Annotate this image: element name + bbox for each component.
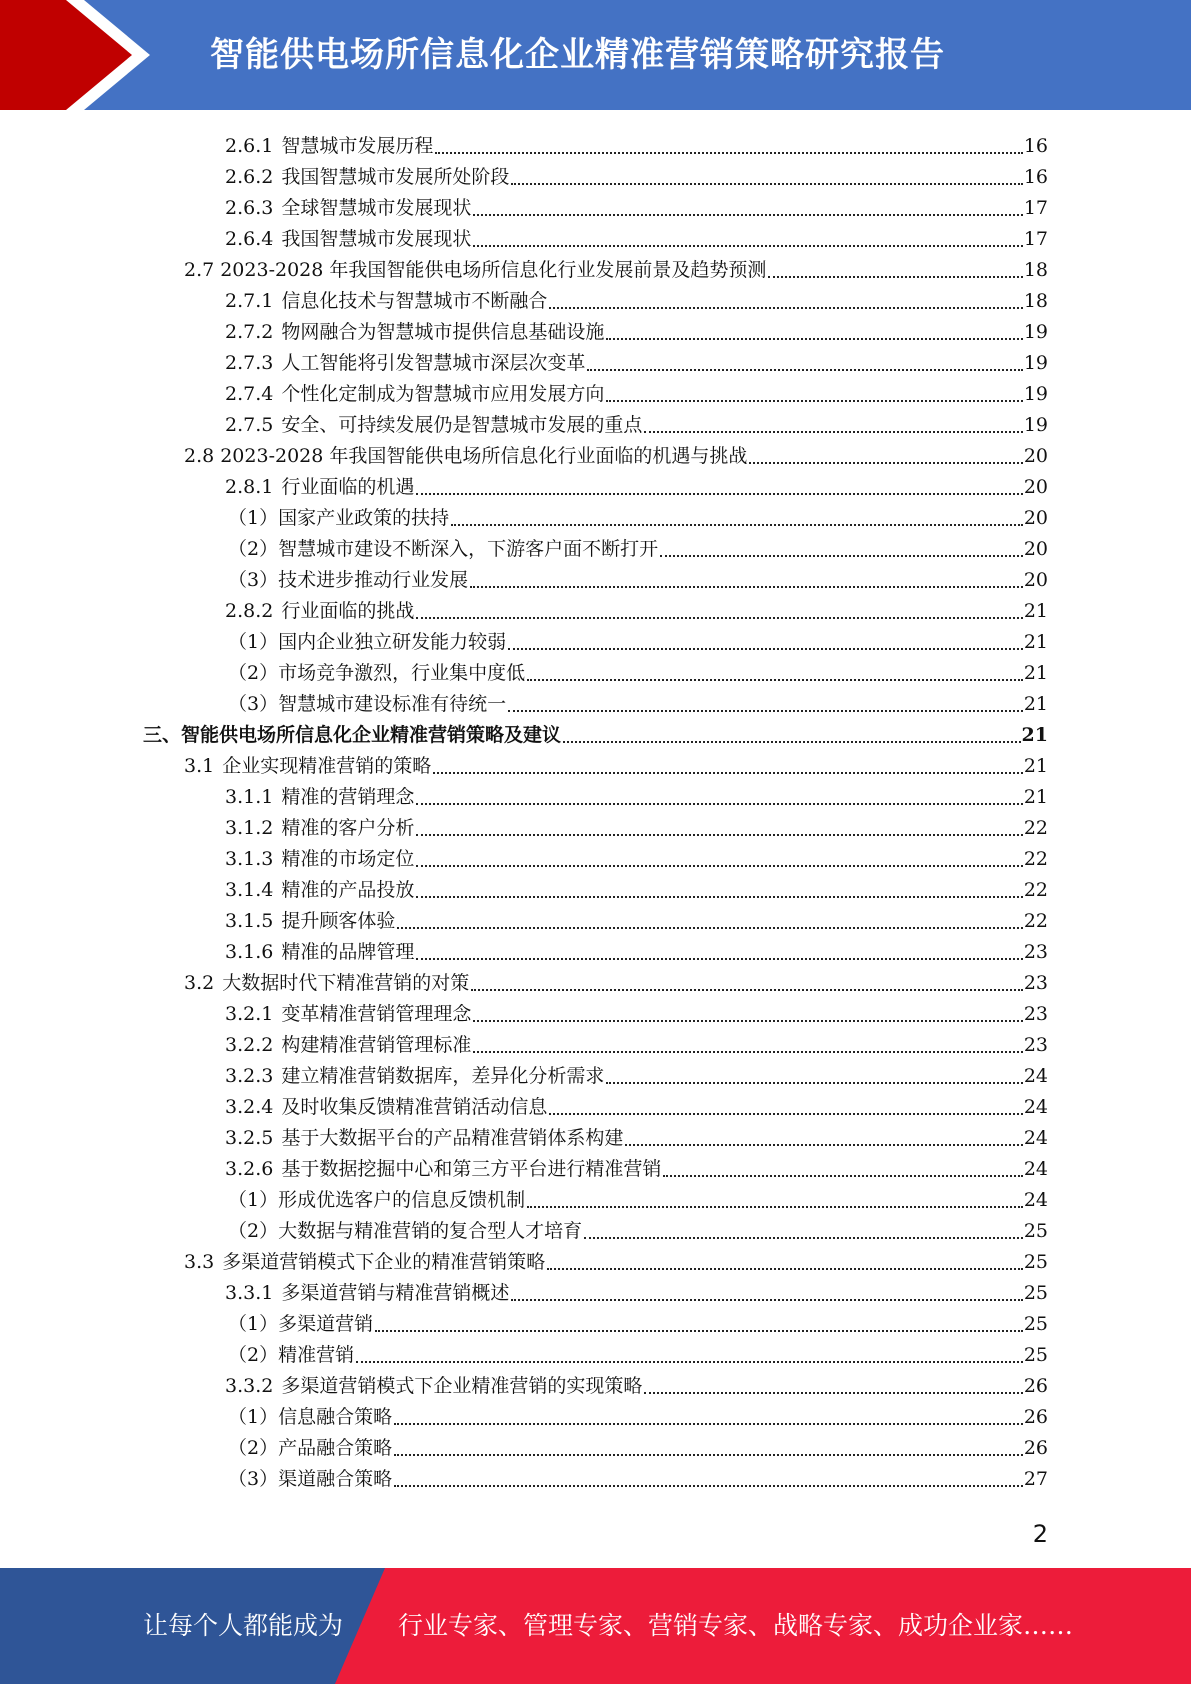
toc-entry[interactable] (225, 344, 1048, 375)
toc-entry-label: 行业面临的挑战 (281, 600, 415, 622)
toc-entry-page: 18 (1023, 259, 1048, 281)
toc-entry[interactable] (225, 871, 1048, 902)
toc-entry[interactable] (228, 499, 1048, 530)
toc-entry-number: 3.1.5 (225, 910, 274, 932)
toc-entry-page: 16 (1023, 135, 1048, 157)
toc-dot-leader (394, 1413, 1023, 1425)
toc-entry-page: 26 (1023, 1437, 1048, 1459)
toc-dot-leader (356, 1351, 1023, 1363)
toc-dot-leader (587, 359, 1022, 371)
page-header (0, 0, 1191, 110)
toc-dot-leader (508, 700, 1023, 712)
toc-entry[interactable] (225, 406, 1048, 437)
toc-entry-number: 3.3 (184, 1251, 215, 1273)
toc-entry-number: 3.3.2 (225, 1375, 274, 1397)
toc-chapter-label: 三、智能供电场所信息化企业精准营销策略及建议 (143, 724, 562, 746)
toc-entry[interactable] (225, 1274, 1048, 1305)
toc-entry-label: （1）形成优选客户的信息反馈机制 (228, 1189, 526, 1211)
toc-entry[interactable] (184, 747, 1048, 778)
toc-entry-page: 21 (1023, 662, 1048, 684)
page-footer (0, 1568, 1191, 1684)
toc-entry-label: 全球智慧城市发展现状 (281, 197, 472, 219)
toc-entry[interactable] (225, 375, 1048, 406)
toc-entry[interactable] (225, 220, 1048, 251)
toc-entry[interactable] (225, 592, 1048, 623)
toc-dot-leader (606, 390, 1022, 402)
toc-dot-leader (547, 1258, 1023, 1270)
toc-dot-leader (375, 1320, 1023, 1332)
toc-entry-number: 3.2.6 (225, 1158, 274, 1180)
toc-entry-label: （1）信息融合策略 (228, 1406, 393, 1428)
toc-entry[interactable] (225, 933, 1048, 964)
toc-entry-label: 变革精准营销管理理念 (281, 1003, 472, 1025)
toc-entry-page: 21 (1023, 786, 1048, 808)
toc-entry-page: 25 (1023, 1282, 1048, 1304)
toc-entry-label: 多渠道营销模式下企业的精准营销策略 (222, 1251, 546, 1273)
toc-entry[interactable] (228, 654, 1048, 685)
toc-entry-label: 基于大数据平台的产品精准营销体系构建 (281, 1127, 624, 1149)
toc-entry[interactable] (225, 313, 1048, 344)
toc-entry[interactable] (228, 1181, 1048, 1212)
toc-entry-number: 2.8.1 (225, 476, 274, 498)
toc-dot-leader (416, 483, 1022, 495)
toc-entry-page: 21 (1023, 693, 1048, 715)
toc-entry-page: 23 (1023, 1003, 1048, 1025)
toc-dot-leader (563, 731, 1021, 743)
toc-dot-leader (394, 1475, 1023, 1487)
toc-dot-leader (644, 1382, 1022, 1394)
toc-entry-page: 27 (1023, 1468, 1048, 1490)
toc-entry[interactable] (228, 623, 1048, 654)
toc-entry-label: 精准的市场定位 (281, 848, 415, 870)
toc-entry-number: 3.1 (184, 755, 215, 777)
toc-dot-leader (527, 669, 1023, 681)
toc-entry-number: 2.6.2 (225, 166, 274, 188)
toc-entry-page: 17 (1023, 197, 1048, 219)
toc-entry-page: 19 (1023, 321, 1048, 343)
toc-entry-label: （1）国内企业独立研发能力较弱 (228, 631, 507, 653)
toc-entry[interactable] (225, 189, 1048, 220)
toc-entry-page: 21 (1023, 755, 1048, 777)
toc-entry[interactable] (225, 809, 1048, 840)
toc-entry-page: 24 (1023, 1158, 1048, 1180)
toc-entry-label: 建立精准营销数据库，差异化分析需求 (281, 1065, 605, 1087)
toc-dot-leader (663, 1165, 1022, 1177)
toc-entry-page: 18 (1023, 290, 1048, 312)
toc-entry[interactable] (225, 995, 1048, 1026)
toc-dot-leader (473, 204, 1022, 216)
toc-entry-label: （1）多渠道营销 (228, 1313, 374, 1335)
toc-entry-number: 2.7.2 (225, 321, 274, 343)
toc-entry[interactable] (225, 1057, 1048, 1088)
toc-entry-label: 精准的产品投放 (281, 879, 415, 901)
toc-dot-leader (511, 173, 1022, 185)
toc-entry-label: 2023-2028 年我国智能供电场所信息化行业发展前景及趋势预测 (220, 259, 767, 281)
toc-entry[interactable] (228, 1429, 1048, 1460)
toc-entry[interactable] (225, 282, 1048, 313)
toc-entry-label: 构建精准营销管理标准 (281, 1034, 472, 1056)
toc-entry[interactable] (228, 1212, 1048, 1243)
toc-dot-leader (471, 979, 1023, 991)
toc-entry-number: 2.8.2 (225, 600, 274, 622)
toc-entry-label: 物网融合为智慧城市提供信息基础设施 (281, 321, 605, 343)
toc-dot-leader (606, 328, 1022, 340)
toc-entry[interactable] (228, 1460, 1048, 1491)
toc-entry-label: （1）国家产业政策的扶持 (228, 507, 450, 529)
toc-entry-label: （3）技术进步推动行业发展 (228, 569, 469, 591)
toc-entry-number: 3.2.4 (225, 1096, 274, 1118)
toc-entry-label: （3）渠道融合策略 (228, 1468, 393, 1490)
toc-entry[interactable] (225, 1119, 1048, 1150)
toc-entry-page: 23 (1023, 941, 1048, 963)
toc-entry-label: 提升顾客体验 (281, 910, 396, 932)
toc-dot-leader (549, 297, 1022, 309)
toc-entry-label: 大数据时代下精准营销的对策 (222, 972, 470, 994)
toc-entry-label: （2）精准营销 (228, 1344, 355, 1366)
toc-dot-leader (606, 1072, 1022, 1084)
toc-entry-page: 26 (1023, 1406, 1048, 1428)
toc-dot-leader (660, 545, 1023, 557)
toc-entry-number: 2.6.1 (225, 135, 274, 157)
toc-entry[interactable] (228, 530, 1048, 561)
toc-entry-number: 3.1.2 (225, 817, 274, 839)
toc-dot-leader (470, 576, 1023, 588)
toc-dot-leader (527, 1196, 1023, 1208)
toc-entry-page: 22 (1023, 910, 1048, 932)
toc-entry[interactable] (228, 1305, 1048, 1336)
toc-entry-label: 智慧城市发展历程 (281, 135, 434, 157)
toc-entry-page: 21 (1023, 631, 1048, 653)
toc-entry-page: 26 (1023, 1375, 1048, 1397)
toc-entry[interactable] (228, 685, 1048, 716)
toc-entry[interactable] (225, 840, 1048, 871)
toc-entry-page: 22 (1023, 817, 1048, 839)
toc-entry-label: 我国智慧城市发展现状 (281, 228, 472, 250)
toc-entry-page: 25 (1023, 1251, 1048, 1273)
header-chevron-stripe (0, 0, 160, 110)
toc-entry-page: 24 (1023, 1127, 1048, 1149)
toc-entry-label: （2）市场竞争激烈，行业集中度低 (228, 662, 526, 684)
toc-entry-page: 19 (1023, 352, 1048, 374)
toc-dot-leader (416, 793, 1022, 805)
toc-entry-number: 2.6.4 (225, 228, 274, 250)
toc-dot-leader (749, 452, 1022, 464)
toc-entry-label: 2023-2028 年我国智能供电场所信息化行业面临的机遇与挑战 (220, 445, 748, 467)
toc-dot-leader (416, 607, 1022, 619)
toc-entry[interactable] (225, 127, 1048, 158)
toc-entry-page: 19 (1023, 383, 1048, 405)
toc-entry-label: 基于数据挖掘中心和第三方平台进行精准营销 (281, 1158, 662, 1180)
toc-entry[interactable] (184, 964, 1048, 995)
toc-entry-page: 22 (1023, 848, 1048, 870)
toc-entry-page: 17 (1023, 228, 1048, 250)
footer-slogan-left: 让每个人都能成为 (143, 1611, 344, 1640)
toc-dot-leader (644, 421, 1022, 433)
toc-entry-page: 20 (1023, 476, 1048, 498)
toc-dot-leader (473, 1010, 1022, 1022)
toc-entry-page: 22 (1023, 879, 1048, 901)
toc-entry[interactable] (225, 1150, 1048, 1181)
toc-dot-leader (473, 1041, 1022, 1053)
toc-entry-page: 23 (1023, 972, 1048, 994)
page-number: 2 (1032, 1520, 1048, 1548)
toc-entry-number: 2.7.3 (225, 352, 274, 374)
toc-entry[interactable] (184, 251, 1048, 282)
toc-entry-label: （2）产品融合策略 (228, 1437, 393, 1459)
toc-entry-page: 25 (1023, 1220, 1048, 1242)
toc-entry-label: 信息化技术与智慧城市不断融合 (281, 290, 548, 312)
toc-entry-page: 23 (1023, 1034, 1048, 1056)
toc-entry-page: 20 (1023, 507, 1048, 529)
toc-entry-number: 3.1.1 (225, 786, 274, 808)
toc-dot-leader (416, 886, 1022, 898)
toc-entry-page: 20 (1023, 569, 1048, 591)
toc-entry[interactable] (225, 1367, 1048, 1398)
toc-entry-label: 精准的客户分析 (281, 817, 415, 839)
toc-entry-label: 个性化定制成为智慧城市应用发展方向 (281, 383, 605, 405)
toc-entry-page: 24 (1023, 1096, 1048, 1118)
toc-dot-leader (435, 142, 1022, 154)
toc-dot-leader (508, 638, 1023, 650)
toc-entry[interactable] (184, 1243, 1048, 1274)
toc-entry[interactable] (225, 1026, 1048, 1057)
toc-entry-label: （3）智慧城市建设标准有待统一 (228, 693, 507, 715)
toc-entry-number: 3.2.3 (225, 1065, 274, 1087)
toc-entry-number: 2.6.3 (225, 197, 274, 219)
toc-entry-number: 3.3.1 (225, 1282, 274, 1304)
toc-entry[interactable] (225, 902, 1048, 933)
toc-entry[interactable] (225, 468, 1048, 499)
toc-entry-label: （2）大数据与精准营销的复合型人才培育 (228, 1220, 583, 1242)
toc-chapter-entry[interactable] (143, 716, 1048, 747)
toc-dot-leader (433, 762, 1023, 774)
toc-dot-leader (394, 1444, 1023, 1456)
toc-entry-number: 2.7 (184, 259, 215, 281)
toc-entry-label: 企业实现精准营销的策略 (222, 755, 432, 777)
toc-entry[interactable] (184, 437, 1048, 468)
toc-entry-page: 24 (1023, 1065, 1048, 1087)
toc-entry[interactable] (225, 1088, 1048, 1119)
toc-entry-number: 2.7.1 (225, 290, 274, 312)
toc-entry-number: 3.1.4 (225, 879, 274, 901)
toc-entry-number: 3.2 (184, 972, 215, 994)
toc-entry-page: 20 (1023, 538, 1048, 560)
toc-entry-label: 人工智能将引发智慧城市深层次变革 (281, 352, 586, 374)
toc-entry-label: 我国智慧城市发展所处阶段 (281, 166, 510, 188)
footer-slogan-right: 行业专家、管理专家、营销专家、战略专家、成功企业家…… (398, 1611, 1074, 1640)
toc-entry-page: 20 (1023, 445, 1048, 467)
toc-dot-leader (625, 1134, 1022, 1146)
toc-dot-leader (584, 1227, 1023, 1239)
toc-entry[interactable] (225, 778, 1048, 809)
toc-entry-page: 24 (1023, 1189, 1048, 1211)
toc-dot-leader (397, 917, 1022, 929)
toc-dot-leader (511, 1289, 1022, 1301)
toc-entry-page: 25 (1023, 1344, 1048, 1366)
toc-entry-number: 2.8 (184, 445, 215, 467)
toc-entry-label: 多渠道营销与精准营销概述 (281, 1282, 510, 1304)
toc-entry-label: 精准的营销理念 (281, 786, 415, 808)
toc-entry-number: 2.7.5 (225, 414, 274, 436)
toc-dot-leader (416, 948, 1022, 960)
toc-dot-leader (416, 855, 1022, 867)
toc-dot-leader (473, 235, 1022, 247)
toc-entry-number: 3.2.1 (225, 1003, 274, 1025)
toc-entry[interactable] (228, 1336, 1048, 1367)
toc-dot-leader (768, 266, 1022, 278)
toc-entry-page: 21 (1023, 600, 1048, 622)
toc-entry-number: 3.1.6 (225, 941, 274, 963)
toc-dot-leader (451, 514, 1023, 526)
toc-entry[interactable] (225, 158, 1048, 189)
toc-entry-number: 3.1.3 (225, 848, 274, 870)
toc-entry-label: 安全、可持续发展仍是智慧城市发展的重点 (281, 414, 643, 436)
toc-entry-label: 行业面临的机遇 (281, 476, 415, 498)
report-title: 智能供电场所信息化企业精准营销策略研究报告 (210, 35, 945, 75)
toc-entry-page: 21 (1021, 724, 1048, 746)
toc-entry-label: 精准的品牌管理 (281, 941, 415, 963)
toc-dot-leader (416, 824, 1022, 836)
toc-dot-leader (549, 1103, 1022, 1115)
toc-entry[interactable] (228, 1398, 1048, 1429)
toc-entry-label: 多渠道营销模式下企业精准营销的实现策略 (281, 1375, 643, 1397)
toc-entry-number: 2.7.4 (225, 383, 274, 405)
toc-entry-page: 16 (1023, 166, 1048, 188)
toc-entry-number: 3.2.2 (225, 1034, 274, 1056)
toc-entry-label: （2）智慧城市建设不断深入，下游客户面不断打开 (228, 538, 659, 560)
toc-entry-page: 19 (1023, 414, 1048, 436)
toc-entry[interactable] (228, 561, 1048, 592)
toc-entry-number: 3.2.5 (225, 1127, 274, 1149)
toc-entry-label: 及时收集反馈精准营销活动信息 (281, 1096, 548, 1118)
toc-entry-page: 25 (1023, 1313, 1048, 1335)
